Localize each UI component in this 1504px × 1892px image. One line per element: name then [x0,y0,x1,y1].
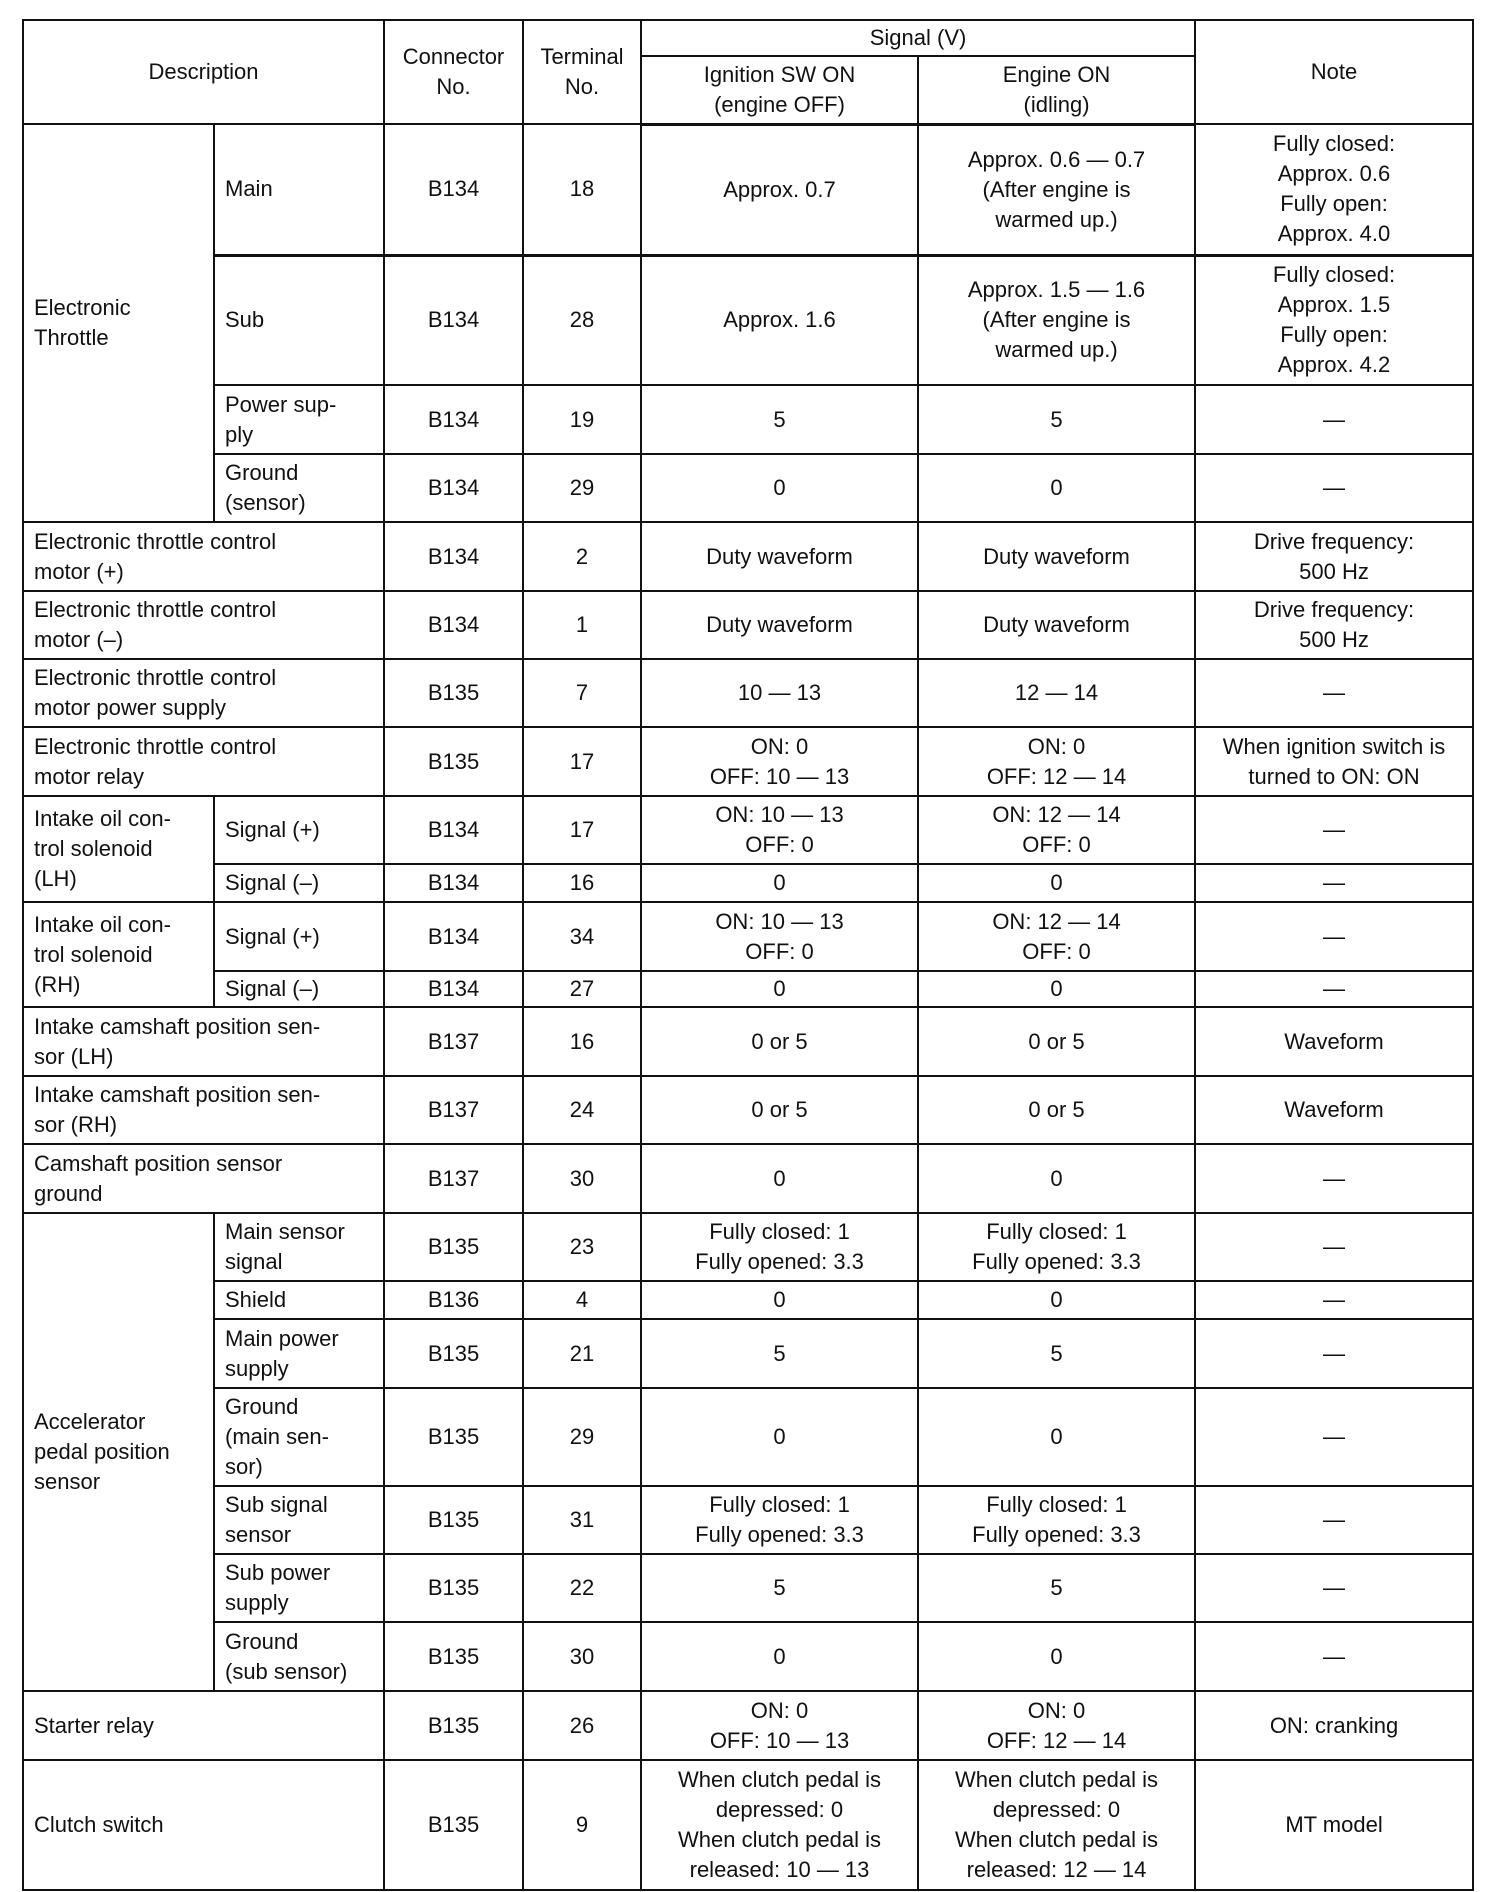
signal-ignition-on: 0 [641,864,918,902]
signal-engine-on: Duty waveform [918,591,1195,659]
terminal-no: 28 [523,255,641,385]
signal-engine-on: 5 [918,1554,1195,1622]
connector-no: B134 [384,385,523,454]
row-sub-description: Sub [214,255,384,385]
note: — [1195,971,1473,1007]
signal-ignition-on: ON: 0 OFF: 10 — 13 [641,727,918,796]
terminal-no: 30 [523,1144,641,1213]
header-description: Description [23,20,384,124]
signal-ignition-on: When clutch pedal is depressed: 0 When clutch pedal is released: 10 — 13 [641,1760,918,1890]
connector-no: B134 [384,522,523,591]
header-terminal: Terminal No. [523,20,641,124]
signal-engine-on: 0 [918,1281,1195,1319]
table-row [23,255,1473,385]
table-row [23,1388,1473,1486]
row-description: Clutch switch [23,1760,384,1890]
note: — [1195,1486,1473,1554]
signal-ignition-on: Fully closed: 1 Fully opened: 3.3 [641,1486,918,1554]
table-row [23,1760,1473,1890]
signal-engine-on: 5 [918,1319,1195,1388]
signal-engine-on: 0 [918,1144,1195,1213]
row-description: Camshaft position sensor ground [23,1144,384,1213]
terminal-no: 9 [523,1760,641,1890]
terminal-no: 7 [523,659,641,727]
row-sub-description: Main power supply [214,1319,384,1388]
table-row [23,1144,1473,1213]
note: When ignition switch is turned to ON: ON [1195,727,1473,796]
signal-ignition-on: 5 [641,385,918,454]
header-note: Note [1195,20,1473,124]
signal-engine-on: 0 [918,1388,1195,1486]
signal-ignition-on: 0 [641,1622,918,1691]
connector-no: B135 [384,1760,523,1890]
signal-engine-on: 0 [918,864,1195,902]
terminal-no: 24 [523,1076,641,1144]
row-sub-description: Signal (+) [214,902,384,971]
signal-specification-table [22,19,1474,1891]
terminal-no: 30 [523,1622,641,1691]
row-sub-description: Ground (sub sensor) [214,1622,384,1691]
table-row [23,1622,1473,1691]
row-group-label: Accelerator pedal position sensor [23,1213,214,1691]
terminal-no: 22 [523,1554,641,1622]
note: — [1195,659,1473,727]
signal-ignition-on: Approx. 0.7 [641,124,918,255]
row-sub-description: Ground (sensor) [214,454,384,522]
table-row [23,1486,1473,1554]
terminal-no: 16 [523,1007,641,1076]
signal-ignition-on: ON: 0 OFF: 10 — 13 [641,1691,918,1760]
row-description: Electronic throttle control motor (+) [23,522,384,591]
terminal-no: 29 [523,1388,641,1486]
table-row [23,1554,1473,1622]
signal-ignition-on: 5 [641,1319,918,1388]
note: — [1195,454,1473,522]
connector-no: B137 [384,1007,523,1076]
signal-engine-on: 0 [918,454,1195,522]
note: Drive frequency: 500 Hz [1195,591,1473,659]
signal-engine-on: ON: 0 OFF: 12 — 14 [918,727,1195,796]
terminal-no: 29 [523,454,641,522]
terminal-no: 1 [523,591,641,659]
signal-ignition-on: 0 [641,1144,918,1213]
signal-ignition-on: ON: 10 — 13 OFF: 0 [641,796,918,864]
row-group-label: Intake oil con- trol solenoid (LH) [23,796,214,902]
table-row [23,454,1473,522]
signal-engine-on: Fully closed: 1 Fully opened: 3.3 [918,1213,1195,1281]
header-connector: Connector No. [384,20,523,124]
header-ignition-on: Ignition SW ON (engine OFF) [641,56,918,124]
terminal-no: 2 [523,522,641,591]
connector-no: B134 [384,591,523,659]
note: Waveform [1195,1007,1473,1076]
terminal-no: 4 [523,1281,641,1319]
table-row [23,1076,1473,1144]
note: — [1195,864,1473,902]
signal-ignition-on: 0 [641,1281,918,1319]
signal-engine-on: 0 [918,1622,1195,1691]
connector-no: B134 [384,902,523,971]
connector-no: B135 [384,1622,523,1691]
connector-no: B137 [384,1076,523,1144]
signal-ignition-on: 0 or 5 [641,1076,918,1144]
note: — [1195,1554,1473,1622]
connector-no: B135 [384,1691,523,1760]
connector-no: B135 [384,1554,523,1622]
row-sub-description: Signal (–) [214,971,384,1007]
connector-no: B134 [384,796,523,864]
note: — [1195,1213,1473,1281]
table-row [23,1213,1473,1281]
row-sub-description: Signal (+) [214,796,384,864]
terminal-no: 31 [523,1486,641,1554]
row-description: Electronic throttle control motor power supply [23,659,384,727]
header-signal: Signal (V) [641,20,1195,56]
row-group-label: Electronic Throttle [23,124,214,522]
connector-no: B134 [384,454,523,522]
note: Drive frequency: 500 Hz [1195,522,1473,591]
signal-engine-on: Approx. 1.5 — 1.6 (After engine is warmed up.) [918,255,1195,385]
row-sub-description: Shield [214,1281,384,1319]
table-row [23,727,1473,796]
terminal-no: 26 [523,1691,641,1760]
row-sub-description: Main sensor signal [214,1213,384,1281]
row-sub-description: Main [214,124,384,255]
signal-ignition-on: 0 or 5 [641,1007,918,1076]
row-sub-description: Ground (main sen- sor) [214,1388,384,1486]
signal-engine-on: 0 or 5 [918,1076,1195,1144]
table-row [23,522,1473,591]
table-row [23,1281,1473,1319]
note: — [1195,796,1473,864]
terminal-no: 17 [523,796,641,864]
note: — [1195,902,1473,971]
connector-no: B134 [384,971,523,1007]
signal-ignition-on: Duty waveform [641,591,918,659]
signal-ignition-on: ON: 10 — 13 OFF: 0 [641,902,918,971]
signal-engine-on: ON: 12 — 14 OFF: 0 [918,796,1195,864]
table-header [23,20,1473,124]
signal-ignition-on: Fully closed: 1 Fully opened: 3.3 [641,1213,918,1281]
row-description: Electronic throttle control motor relay [23,727,384,796]
connector-no: B134 [384,124,523,255]
connector-no: B135 [384,1486,523,1554]
note: Waveform [1195,1076,1473,1144]
table-row [23,902,1473,971]
signal-engine-on: 0 [918,971,1195,1007]
connector-no: B135 [384,1319,523,1388]
row-sub-description: Signal (–) [214,864,384,902]
signal-ignition-on: 0 [641,454,918,522]
row-description: Starter relay [23,1691,384,1760]
terminal-no: 17 [523,727,641,796]
terminal-no: 27 [523,971,641,1007]
signal-engine-on: 0 or 5 [918,1007,1195,1076]
connector-no: B137 [384,1144,523,1213]
connector-no: B134 [384,255,523,385]
signal-engine-on: When clutch pedal is depressed: 0 When clutch pedal is released: 12 — 14 [918,1760,1195,1890]
table-row [23,385,1473,454]
signal-ignition-on: 5 [641,1554,918,1622]
terminal-no: 18 [523,124,641,255]
terminal-no: 21 [523,1319,641,1388]
signal-engine-on: Duty waveform [918,522,1195,591]
table-row [23,659,1473,727]
row-sub-description: Sub signal sensor [214,1486,384,1554]
note: — [1195,1319,1473,1388]
signal-engine-on: 5 [918,385,1195,454]
row-sub-description: Power sup- ply [214,385,384,454]
note: Fully closed: Approx. 0.6 Fully open: Approx. 4.0 [1195,124,1473,255]
row-description: Intake camshaft position sen- sor (RH) [23,1076,384,1144]
connector-no: B135 [384,1388,523,1486]
terminal-no: 19 [523,385,641,454]
note: — [1195,1144,1473,1213]
signal-ignition-on: 10 — 13 [641,659,918,727]
note: — [1195,1388,1473,1486]
table-row [23,1007,1473,1076]
table-body [23,124,1473,1890]
signal-engine-on: 12 — 14 [918,659,1195,727]
table-row [23,796,1473,864]
table-row [23,591,1473,659]
row-group-label: Intake oil con- trol solenoid (RH) [23,902,214,1007]
terminal-no: 23 [523,1213,641,1281]
table-row [23,864,1473,902]
signal-engine-on: Fully closed: 1 Fully opened: 3.3 [918,1486,1195,1554]
row-description: Intake camshaft position sen- sor (LH) [23,1007,384,1076]
connector-no: B135 [384,659,523,727]
note: ON: cranking [1195,1691,1473,1760]
note: — [1195,385,1473,454]
terminal-no: 16 [523,864,641,902]
connector-no: B135 [384,1213,523,1281]
header-engine-on: Engine ON (idling) [918,56,1195,124]
signal-engine-on: ON: 12 — 14 OFF: 0 [918,902,1195,971]
table-row [23,124,1473,255]
signal-engine-on: ON: 0 OFF: 12 — 14 [918,1691,1195,1760]
row-description: Electronic throttle control motor (–) [23,591,384,659]
note: Fully closed: Approx. 1.5 Fully open: Approx. 4.2 [1195,255,1473,385]
table-row [23,1319,1473,1388]
note: MT model [1195,1760,1473,1890]
table-row [23,971,1473,1007]
signal-engine-on: Approx. 0.6 — 0.7 (After engine is warmed up.) [918,124,1195,255]
signal-ignition-on: Approx. 1.6 [641,255,918,385]
connector-no: B136 [384,1281,523,1319]
signal-ignition-on: 0 [641,1388,918,1486]
note: — [1195,1622,1473,1691]
connector-no: B134 [384,864,523,902]
terminal-no: 34 [523,902,641,971]
connector-no: B135 [384,727,523,796]
note: — [1195,1281,1473,1319]
row-sub-description: Sub power supply [214,1554,384,1622]
table-row [23,1691,1473,1760]
signal-ignition-on: Duty waveform [641,522,918,591]
signal-ignition-on: 0 [641,971,918,1007]
